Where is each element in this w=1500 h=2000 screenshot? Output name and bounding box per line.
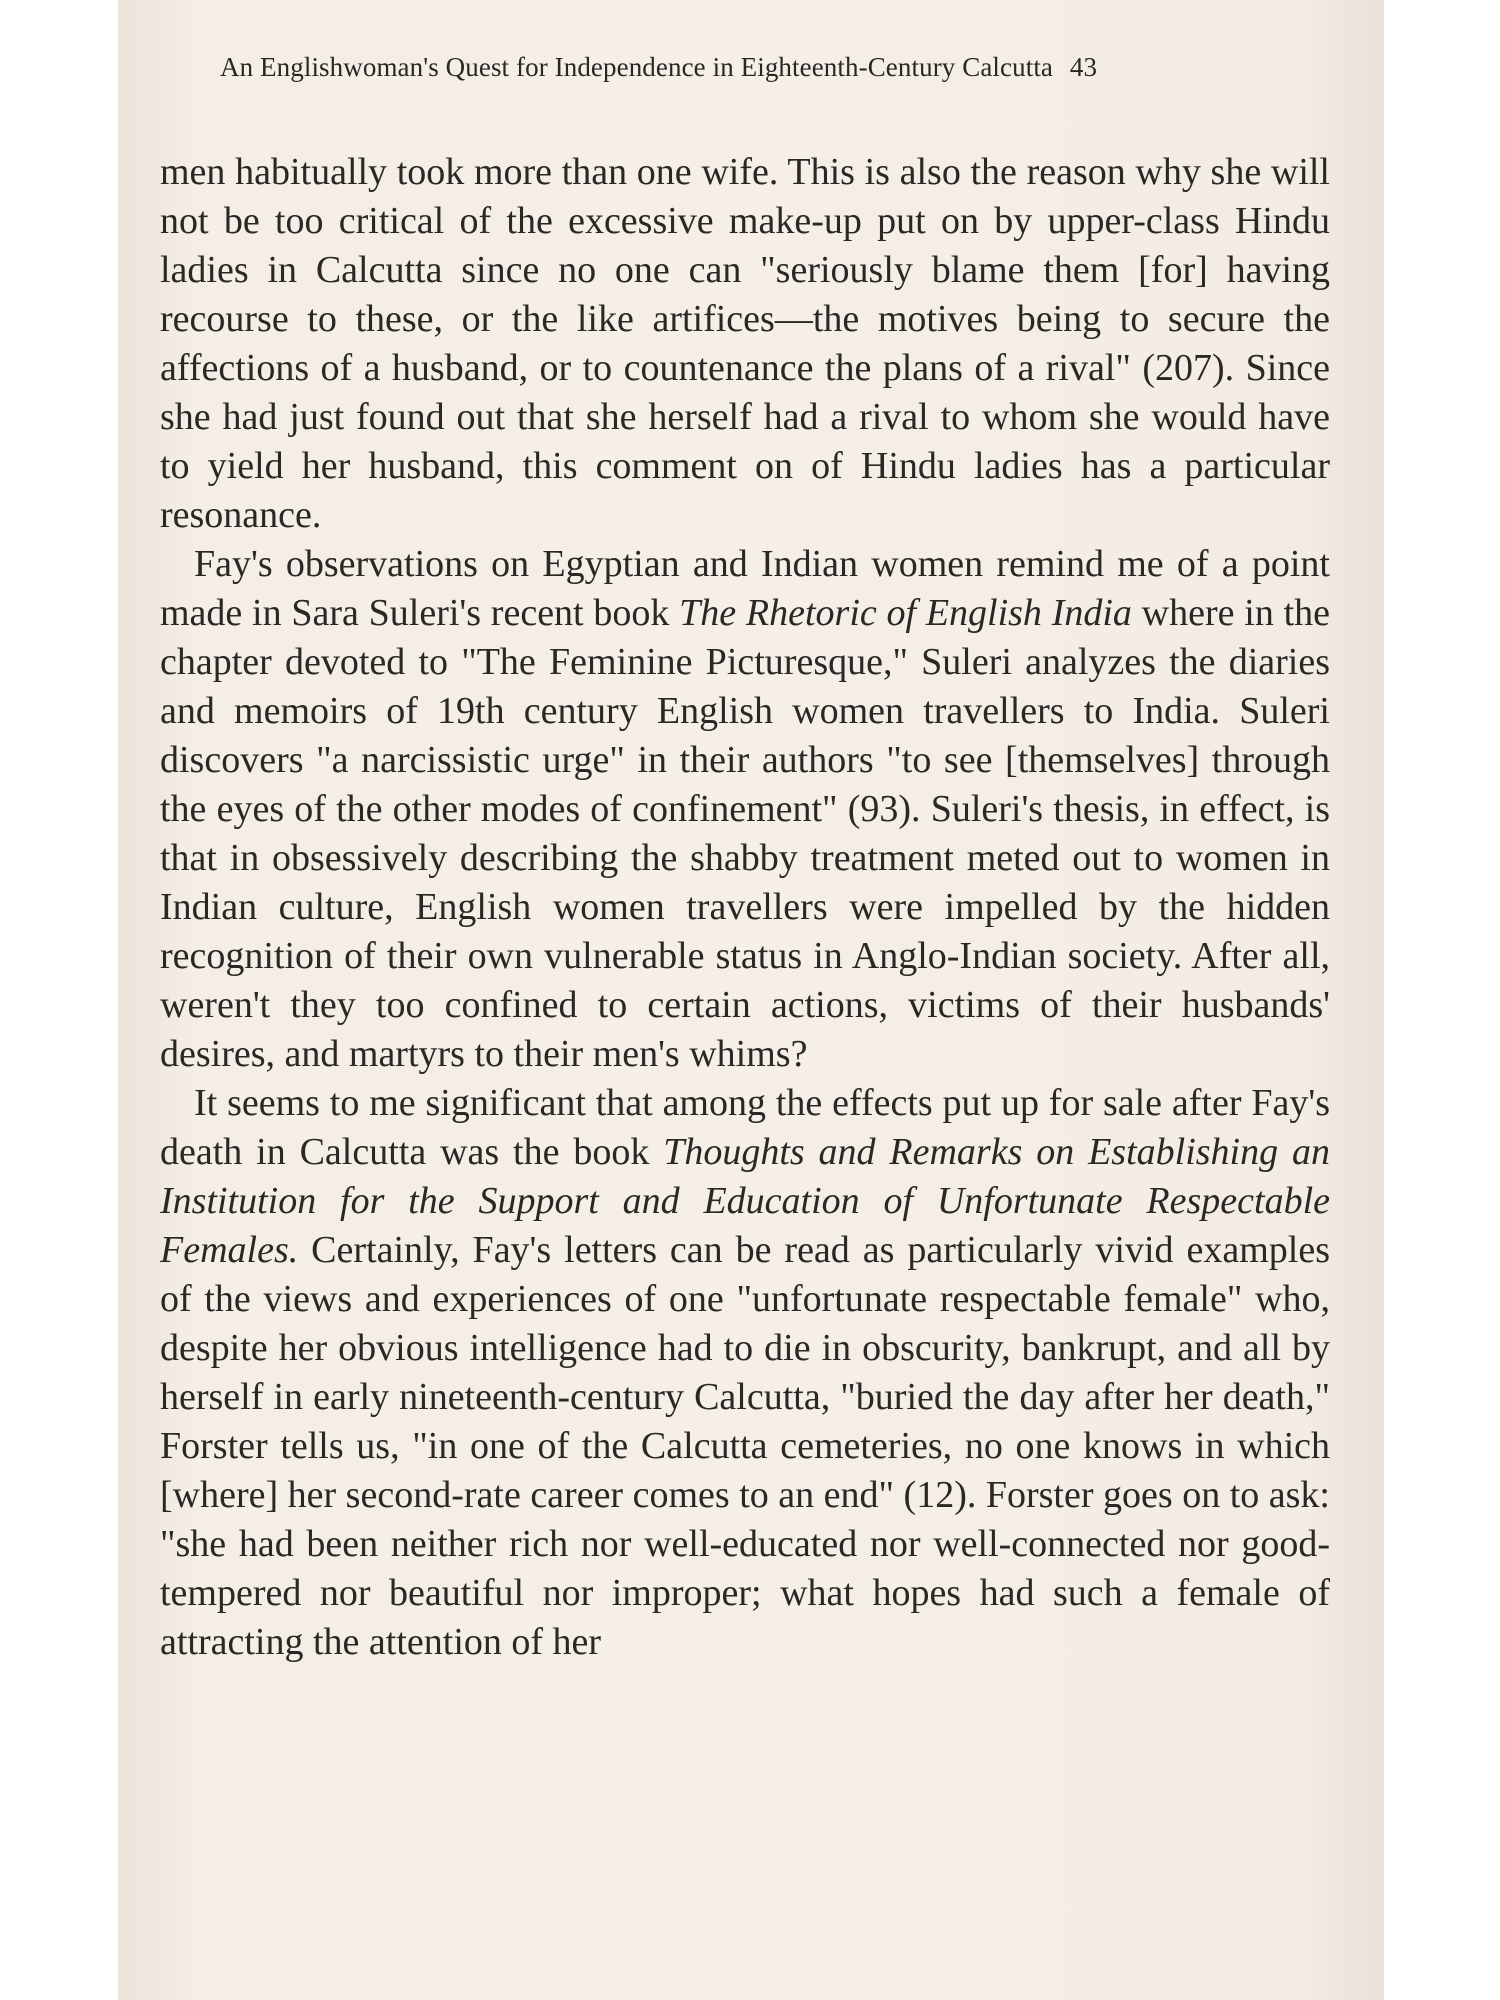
scan-margin-left — [0, 0, 118, 2000]
paragraph-text: It seems to me significant that among the effects put up for sale after Fay's death in Calcutta was the book — [160, 1082, 1330, 1173]
running-head — [220, 52, 1340, 83]
paragraph-text: Fay's observations on Egyptian and Indian women remind me of a point made in Sara Suleri's recent book — [160, 543, 1330, 634]
paragraph — [160, 148, 1330, 540]
paragraph-text: where in the chapter devoted to "The Feminine Picturesque," Suleri analyzes the diaries and memoirs of 19th century English women travellers to India. Suleri discovers "a narcissistic urge" in their authors "to see [themselves] through the eyes of the other modes of confinement" (93). Suleri's thesis, in effect, is that in obsessively describing the shabby treatment meted out to women in Indian culture, English women travellers were impelled by the hidden recognition of their own vulnerable status in Anglo-Indian society. After all, weren't they too confined to certain actions, victims of their husbands' desires, and martyrs to their men's whims? — [160, 592, 1331, 1075]
body-text — [160, 148, 1330, 1667]
paragraph — [160, 1079, 1330, 1667]
book-title-italic: The Rhetoric of English India — [679, 592, 1132, 634]
paragraph — [160, 540, 1330, 1079]
book-title-italic: Thoughts and Remarks on Establishing an Institution for the Support and Education of Unfortunate Respectable Females. — [160, 1131, 1330, 1271]
running-title: An Englishwoman's Quest for Independence in Eighteenth-Century Calcutta — [220, 52, 1053, 82]
paragraph-text: men habitually took more than one wife. This is also the reason why she will not be too critical of the excessive make-up put on by upper-class Hindu ladies in Calcutta since no one can "seriously blame them [for] having recourse to these, or the like artifices—the motives being to secure the affections of a husband, or to countenance the plans of a rival" (207). Since she had just found out that she herself had a rival to whom she would have to yield her husband, this comment on of Hindu ladies has a particular resonance. — [160, 151, 1330, 536]
paragraph-text: Certainly, Fay's letters can be read as particularly vivid examples of the views and experiences of one "unfortunate respectable female" who, despite her obvious intelligence had to die in obscurity, bankrupt, and all by herself in early nineteenth-century Calcutta, "buried the day after her death," Forster tells us, "in one of the Calcutta cemeteries, no one knows in which [where] her second-rate career comes to an end" (12). Forster goes on to ask: "she had been neither rich nor well-educated nor well-connected nor good-tempered nor beautiful nor improper; what hopes had such a female of attracting the attention of her — [160, 1229, 1330, 1663]
scan-margin-right — [1384, 0, 1500, 2000]
page-number: 43 — [1069, 52, 1098, 82]
